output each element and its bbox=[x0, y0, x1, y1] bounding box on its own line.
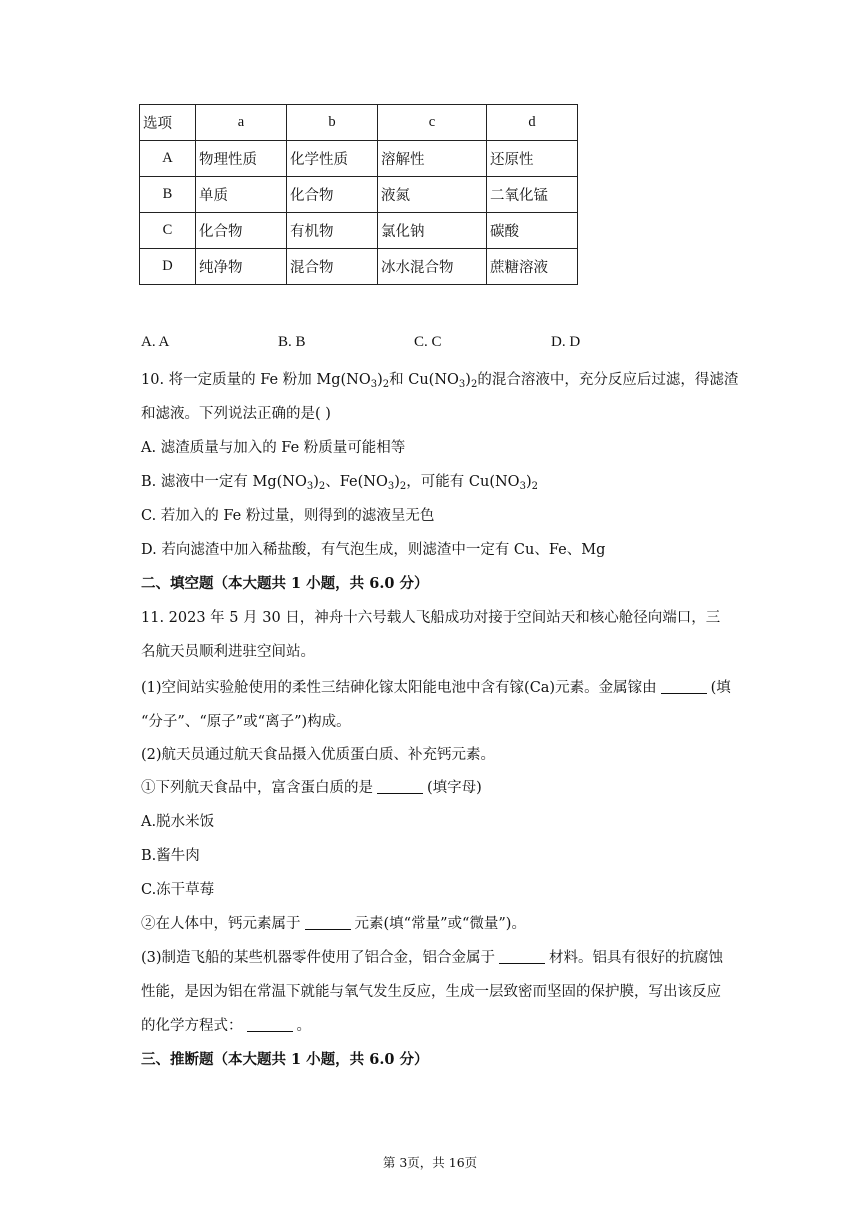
q10-stem-line1: 10. 将一定质量的 Fe 粉加 $Mg(NO_3)_2$和 $Cu(NO_3)_2$的混合溶液中，充分反应后过滤，得滤渣 bbox=[141, 372, 739, 390]
q10-option-c: C. 若加入的 Fe 粉过量，则得到的滤液呈无色 bbox=[141, 508, 435, 524]
table-cell: 单质 bbox=[196, 177, 287, 213]
table-row bbox=[140, 213, 578, 249]
q10-option-a: A. 滤渣质量与加入的 Fe 粉质量可能相等 bbox=[141, 440, 406, 456]
q11-part1-line1: (1)空间站实验舱使用的柔性三结砷化镓太阳能电池中含有镓(Ca)元素。金属镓由 (填 bbox=[141, 680, 731, 696]
q10-option-b: B. 滤液中一定有 $Mg(NO_3)_2$、$Fe(NO_3)_2$，可能有 $Cu(NO_3)_2$ bbox=[141, 474, 538, 492]
table-cell: 还原性 bbox=[487, 141, 578, 177]
q9-option-a: A. A bbox=[141, 334, 170, 350]
table-cell: 混合物 bbox=[287, 249, 378, 285]
section-heading: 三、推断题（本大题共 1 小题，共 6.0 分） bbox=[141, 1051, 429, 1068]
q11-part3-line2: 性能，是因为铝在常温下就能与氧气发生反应，生成一层致密而坚固的保护膜，写出该反应 bbox=[141, 984, 721, 1000]
q11-option-c: C.冻干草莓 bbox=[141, 882, 215, 898]
table-cell: 化合物 bbox=[196, 213, 287, 249]
q11-option-b: B.酱牛肉 bbox=[141, 848, 200, 864]
table-cell: 化合物 bbox=[287, 177, 378, 213]
q10-option-d: D. 若向滤渣中加入稀盐酸，有气泡生成，则滤渣中一定有 Cu、Fe、Mg bbox=[141, 542, 606, 558]
answer-blank[interactable] bbox=[661, 679, 707, 694]
table-cell: B bbox=[140, 177, 196, 213]
table-cell: D bbox=[140, 249, 196, 285]
table-row bbox=[140, 177, 578, 213]
answer-blank[interactable] bbox=[247, 1017, 293, 1032]
options-table bbox=[139, 104, 578, 285]
table-cell: 二氧化锰 bbox=[487, 177, 578, 213]
section-heading: 二、填空题（本大题共 1 小题，共 6.0 分） bbox=[141, 575, 429, 592]
table-cell: 溶解性 bbox=[378, 141, 487, 177]
answer-blank[interactable] bbox=[305, 915, 351, 930]
table-cell: C bbox=[140, 213, 196, 249]
table-cell: 有机物 bbox=[287, 213, 378, 249]
table-row bbox=[140, 141, 578, 177]
table-cell: 碳酸 bbox=[487, 213, 578, 249]
q11-part3-line3: 的化学方程式： 。 bbox=[141, 1018, 311, 1034]
table-cell: 物理性质 bbox=[196, 141, 287, 177]
table-cell: 冰水混合物 bbox=[378, 249, 487, 285]
table-header-cell: d bbox=[487, 105, 578, 141]
table-cell: 液氮 bbox=[378, 177, 487, 213]
answer-blank[interactable] bbox=[377, 779, 423, 794]
table-cell: 化学性质 bbox=[287, 141, 378, 177]
table-cell: A bbox=[140, 141, 196, 177]
q9-option-b: B. B bbox=[278, 334, 306, 350]
table-header-row bbox=[140, 105, 578, 141]
q11-part2: (2)航天员通过航天食品摄入优质蛋白质、补充钙元素。 bbox=[141, 747, 496, 763]
table-cell: 氯化钠 bbox=[378, 213, 487, 249]
q9-option-c: C. C bbox=[414, 334, 442, 350]
q11-part2-2: ②在人体中，钙元素属于 元素(填“常量”或“微量”)。 bbox=[141, 916, 526, 932]
table-cell: 蔗糖溶液 bbox=[487, 249, 578, 285]
q11-option-a: A.脱水米饭 bbox=[141, 814, 215, 830]
page-footer: 第 3页，共 16页 bbox=[382, 1155, 478, 1170]
answer-blank[interactable] bbox=[499, 949, 545, 964]
q10-stem-line2: 和滤液。下列说法正确的是( ) bbox=[141, 406, 331, 422]
table-header-cell: a bbox=[196, 105, 287, 141]
table-row bbox=[140, 249, 578, 285]
table-header-cell: b bbox=[287, 105, 378, 141]
q9-option-d: D. D bbox=[551, 334, 581, 350]
q11-stem-line2: 名航天员顺利进驻空间站。 bbox=[141, 644, 315, 660]
q11-stem-line1: 11. 2023 年 5 月 30 日，神舟十六号载人飞船成功对接于空间站天和核心舱径向端口，三 bbox=[141, 610, 721, 626]
table-cell: 纯净物 bbox=[196, 249, 287, 285]
q11-part1-line2: “分子”、“原子”或“离子”)构成。 bbox=[141, 714, 351, 730]
q11-part3-line1: (3)制造飞船的某些机器零件使用了铝合金，铝合金属于 材料。铝具有很好的抗腐蚀 bbox=[141, 950, 724, 966]
table-header-cell: c bbox=[378, 105, 487, 141]
table-header-cell: 选项 bbox=[140, 105, 196, 141]
q11-part2-1: ①下列航天食品中，富含蛋白质的是 (填字母) bbox=[141, 780, 482, 796]
